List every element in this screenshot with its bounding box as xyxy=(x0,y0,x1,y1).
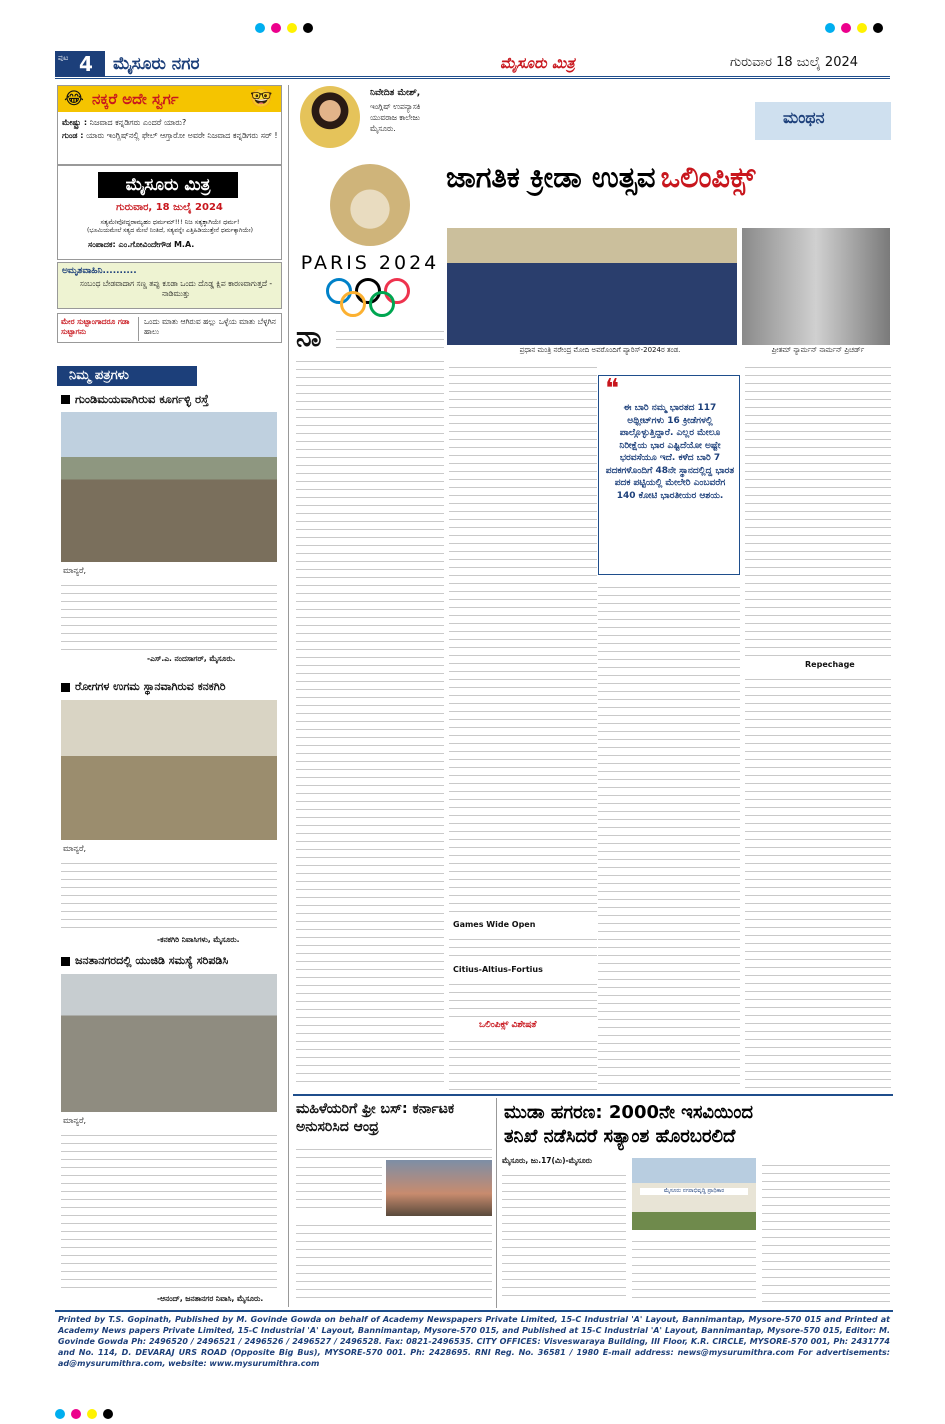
humor-title-bar xyxy=(58,86,281,112)
bus-women-photo xyxy=(386,1160,492,1216)
muda-text-col2 xyxy=(632,1234,756,1302)
mini-masthead-box xyxy=(57,165,282,260)
proverb-right: ಒಂದು ಮಾತು ಆಗಿರುವ ಹಲ್ಲು ಒಳ್ಳೆಯ ಮಾತು ಬೆಳ್ಳಗಿನ ಹಾಲು xyxy=(144,317,276,336)
masthead-small: ಮೈಸೂರು ಮಿತ್ರ xyxy=(500,54,575,72)
article-text-col3 xyxy=(598,580,740,1090)
team-photo xyxy=(447,228,737,345)
page-header xyxy=(0,0,945,46)
speaker-1: ಮೇಷ್ಟ್ರು : xyxy=(62,118,88,127)
author-role: ಇಂಗ್ಲಿಷ್ ಉಪನ್ಯಾಸಕಿ xyxy=(370,102,421,111)
author-name: ನಿವೇದಿತ ಮೇಶ್, xyxy=(370,88,421,98)
letter-item-3 xyxy=(57,952,282,1310)
paris-logo xyxy=(296,160,444,320)
amrutavani-box xyxy=(57,262,282,309)
portrait-photo xyxy=(742,228,890,345)
garbage-photo xyxy=(61,700,277,840)
subhead-citius: Citius-Altius-Fortius xyxy=(453,965,543,974)
letter-headline-2: ರೋಗಗಳ ಉಗಮ ಸ್ಥಾನವಾಗಿರುವ ಕನಕಗಿರಿ xyxy=(61,680,281,694)
section-name: ಮೈಸೂರು ನಗರ xyxy=(113,54,200,74)
subhead-games-wide-open: Games Wide Open xyxy=(453,920,536,929)
article-text-col2c xyxy=(449,977,597,1017)
free-bus-text-c xyxy=(296,1218,492,1304)
letter-signature-1: -ಎಸ್.ಎ. ನಂದಸಾಗರ್, ಮೈಸೂರು. xyxy=(147,654,236,663)
muda-building-photo xyxy=(632,1158,756,1230)
humor-box xyxy=(57,85,282,165)
article-text-col1a xyxy=(336,324,444,352)
page-date: ಗುರುವಾರ 18 ಜುಲೈ 2024 xyxy=(730,55,859,70)
paris-logo-text: PARIS 2024 xyxy=(300,252,440,274)
editor-label: ಸಂಪಾದಕ: xyxy=(88,240,116,249)
muda-dateline: ಮೈಸೂರು, ಜು.17(ಮಿ)-ಮೈಸೂರು xyxy=(502,1156,592,1165)
footer-rule xyxy=(55,1310,893,1312)
letter-body-1 xyxy=(61,578,277,652)
muda-text-col3 xyxy=(762,1158,890,1302)
letter-item-1 xyxy=(57,390,282,667)
free-bus-story xyxy=(294,1098,492,1308)
article-text-col2b xyxy=(449,932,597,960)
letter-body-2 xyxy=(61,856,277,934)
pull-quote-text: ಈ ಬಾರಿ ನಮ್ಮ ಭಾರತದ 117 ಅಥ್ಲೀಟ್‌ಗಳು 16 ಕ್ರೀಡೆಗಳಲ್ಲಿ ಪಾಲ್ಗೊಳ್ಳುತ್ತಿದ್ದಾರೆ. ಎಲ್ಲರ ಮೇಲೂ ನಿರೀಕ್ಷೆಯ ಭಾರ ಎಷ್ಟಿದೆಯೋ ಅಷ್ಟೇ ಭರವಸೆಯೂ ಇದೆ. ಕಳೆದ ಬಾರಿ 7 ಪದಕಗಳೊಂದಿಗೆ 48ನೇ ಸ್ಥಾನದಲ್ಲಿದ್ದ ಭಾರತ ಪದಕ ಪಟ್ಟಿಯಲ್ಲಿ ಮೇಲೇರಿ ಎಂಬವರೆಗ 140 ಕೋಟಿ ಭಾರತೀಯರ ಆಶಯ. xyxy=(605,403,735,501)
amrutavani-text: ಸಂಬಂಧ ಬೇಡವಾದಾಗ ಸಣ್ಣ ತಪ್ಪು ಕೂಡಾ ಒಂದು ದೊಡ್ಡ ಕ್ಷಿಪ ಕಾರಣವಾಗುತ್ತದೆ - ನಾಡಿಮುತ್ತು xyxy=(79,279,273,298)
humor-line-2-text: ಯಾರು ಇಂಗ್ಲಿಷ್‌ನಲ್ಲಿ ಫೇಲ್ ಆಗ್ತಾರೋ ಅವರೇ ನಿಜವಾದ ಕನ್ನಡಿಗರು ಸರ್ ! xyxy=(86,131,278,140)
mini-masthead-motto-2: (ಭೂಮಿಯಮೇಲೆ ಸತ್ಯದ ಮೇಲೆ ನಿಂತಿದೆ, ಸತ್ಯವನ್ನೇ ಎತ್ತಿಹಿಡಿಯುತ್ತೇನೆ ಧರ್ಮಕ್ಕಾಗಿಯೇ) xyxy=(86,227,253,234)
editor-name: ಎಂ.ಗೋವಿಂದೇಗೌಡ M.A. xyxy=(118,240,195,249)
proverb-left: ಮೇರ ಸುಟ್ಟಾಂಗಾದರೂ ಗಡಾ ಸುಟ್ಟಾಗನು xyxy=(61,317,130,336)
building-sign: ಮೈಸೂರು ನಗರಾಭಿವೃದ್ಧಿ ಪ್ರಾಧಿಕಾರ xyxy=(640,1188,748,1195)
bottom-column-divider xyxy=(496,1098,497,1308)
humor-line-2 xyxy=(62,130,280,141)
article-column-1 xyxy=(296,322,444,1092)
mini-masthead-name: ಮೈಸೂರು ಮಿತ್ರ xyxy=(98,172,238,198)
mini-masthead-editor xyxy=(88,240,278,250)
author-box xyxy=(296,82,496,154)
feature-headline-part2: ಒಲಿಂಪಿಕ್ಸ್ xyxy=(660,160,756,194)
author-college: ಯುವರಾಜ ಕಾಲೇಜು xyxy=(370,113,421,122)
article-text-col2a xyxy=(449,360,597,915)
laughing-face-icon: 😂 xyxy=(64,89,84,109)
feature-headline-part1: ಜಾಗತಿಕ ಕ್ರೀಡಾ ಉತ್ಸವ xyxy=(446,160,656,194)
page-label: ಪುಟ xyxy=(58,54,69,62)
mini-masthead-date: ಗುರುವಾರ, 18 ಜುಲೈ 2024 xyxy=(116,202,223,213)
letter-item-2 xyxy=(57,678,282,948)
drop-cap: ನಾ xyxy=(296,320,322,353)
portrait-caption: ಪ್ರೀತಮ್ ನ್ಯಾರ್ಮನ್ ನಾರ್ಮನ್ ಪ್ರಿಚರ್ಡ್ xyxy=(771,346,865,354)
muda-text-col1 xyxy=(502,1168,626,1302)
humor-line-1 xyxy=(62,117,280,128)
humor-title: ನಕ್ಕರೆ ಅದೇ ಸ್ವರ್ಗ xyxy=(92,90,179,108)
humor-line-1-text: ನಿಜವಾದ ಕನ್ನಡಿಗರು ಎಂದರೆ ಯಾರು? xyxy=(89,118,187,127)
letter-body-3 xyxy=(61,1128,277,1294)
article-column-2 xyxy=(449,360,597,1092)
cartoon-icon: 🤓 xyxy=(250,88,273,109)
muda-headline-line2: ತನಿಖೆ ನಡೆಸಿದರೆ ಸತ್ಯಾಂಶ ಹೊರಬರಲಿದೆ xyxy=(504,1126,736,1147)
muda-story xyxy=(500,1098,892,1308)
bullet-icon xyxy=(61,957,70,966)
mini-masthead-motto-1: ಸತ್ಯಮೇವೋದ್ಧರಾಮ್ಯಹಂ ಧರ್ಮಮ್!!! ನಿಜ ಸತ್ಯಕ್ಕಾಗಿಯೇ ಧರ್ಮ! xyxy=(100,218,240,226)
page-number: 4 xyxy=(79,52,93,76)
author-photo xyxy=(300,86,360,148)
speaker-2: ಗುಂಡ : xyxy=(62,131,84,140)
subhead-olympic-features: ಒಲಿಂಪಿಕ್ಸ್ ವಿಶೇಷತೆ xyxy=(479,1020,537,1030)
letter-headline-1: ಗುಂಡಿಮಯವಾಗಿರುವ ಕೂರ್ಗಳ್ಳಿ ರಸ್ತೆ xyxy=(61,392,281,407)
color-registration-marks-right xyxy=(825,18,905,28)
manthana-label: ಮಂಥನ xyxy=(783,108,825,127)
feature-headline xyxy=(446,160,891,222)
article-text-col4a xyxy=(745,360,891,660)
free-bus-text-b xyxy=(296,1160,382,1214)
footer-registration-marks xyxy=(55,1404,885,1416)
keyword-repechage: Repechage xyxy=(805,660,855,669)
olympic-rings-icon xyxy=(326,278,416,320)
article-text-col2d xyxy=(449,1034,597,1090)
section-header-bar xyxy=(55,51,890,79)
article-text-col1b xyxy=(296,354,444,1089)
article-column-4 xyxy=(745,360,891,1090)
letter-headline-3: ಜನತಾನಗರದಲ್ಲಿ ಯುಜಿಡಿ ಸಮಸ್ಯೆ ಸರಿಪಡಿಸಿ xyxy=(61,954,281,968)
feature-bottom-rule xyxy=(293,1094,893,1096)
pull-quote-box xyxy=(598,375,740,575)
proverb-box xyxy=(57,313,282,343)
letter-caption-2: ಮಾನ್ಯರೆ, xyxy=(63,844,87,853)
manthana-section-tag xyxy=(755,102,891,140)
letter-signature-2: -ಕನಕಗಿರಿ ನಿವಾಸಿಗಳು, ಮೈಸೂರು. xyxy=(157,935,240,944)
page-number-box xyxy=(55,51,105,77)
letter-caption-3: ಮಾನ್ಯರೆ, xyxy=(63,1116,87,1125)
letter-caption-1: ಮಾನ್ಯರೆ, xyxy=(63,566,87,575)
free-bus-headline: ಮಹಿಳೆಯರಿಗೆ ಫ್ರೀ ಬಸ್: ಕರ್ನಾಟಕ ಅನುಸರಿಸಿದ ಆಂಧ್ರ xyxy=(296,1101,455,1135)
letters-banner-label: ನಿಮ್ಮ ಪತ್ರಗಳು xyxy=(57,366,197,386)
bullet-icon xyxy=(61,683,70,692)
amrutavani-title: ಅಮೃತವಾಹಿನಿ.......... xyxy=(62,266,137,276)
team-photo-caption: ಪ್ರಧಾನ ಮಂತ್ರಿ ನರೇಂದ್ರ ಮೋದಿ ಅವರೊಂದಿಗೆ ಪ್ಯಾರಿಸ್-2024ರ ತಂಡ. xyxy=(519,346,681,354)
free-bus-text-a xyxy=(296,1142,492,1158)
sewage-road-photo xyxy=(61,974,277,1112)
letters-banner xyxy=(57,366,282,386)
pothole-road-photo xyxy=(61,412,277,562)
color-registration-marks xyxy=(255,18,335,28)
article-text-col4b xyxy=(745,672,891,1090)
quote-mark-icon: ❝ xyxy=(605,374,619,404)
proverb-divider xyxy=(138,317,139,341)
bullet-icon xyxy=(61,395,70,404)
letter-signature-3: -ಆನಂದ್, ಜನತಾನಗರ ನಿವಾಸಿ, ಮೈಸೂರು. xyxy=(157,1294,264,1303)
author-city: ಮೈಸೂರು. xyxy=(370,124,396,133)
muda-headline-line1: ಮುಡಾ ಹಗರಣ: 2000ನೇ ಇಸವಿಯಿಂದ xyxy=(504,1102,753,1123)
column-divider xyxy=(288,85,289,1307)
footer-imprint: Printed by T.S. Gopinath, Published by M. Govinde Gowda on behalf of Academy Newspapers Private Limited, 15-C Industrial 'A' Layout, Bannimantap, Mysore-570 015 and Printed at Academy News papers Private Limited, 15-C Industrial 'A' Layout, Bannimantap, Mysore-570 015, and Published at 15-C Industrial 'A' Layout, Bannimantap, Mysore-570 015, Editor: M. Govinde Gowda Ph: 2496520 / 2496521 / 2496526 / 2496527 / 2496528. Fax: 0821-2496535. CITY OFFICES: Visveswaraya Building, III Floor, K.R. CIRCLE, MYSORE-570 001, Ph: 2431774 and No. 114, D. DEVARAJ URS ROAD (Opposite Big Bus), MYSORE-570 001. Ph: 2428695. RNI Reg. No. 36581 / 1980 E-mail address: news@mysurumithra.com For advertisements: ad@mysurumithra.com, website: www.mysurumithra.com xyxy=(58,1315,890,1368)
paris-flame-emblem xyxy=(330,164,410,246)
